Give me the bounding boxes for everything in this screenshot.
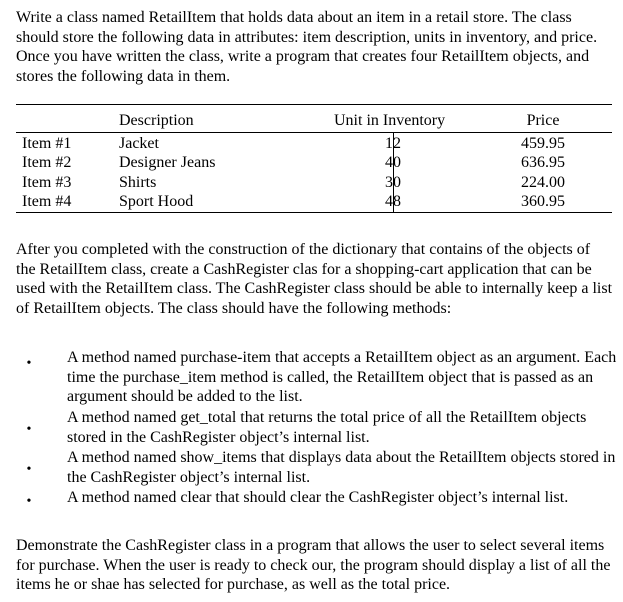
method-description: A method named purchase-item that accepts a RetailItem object as an argument. Each time the purchase_item method is called, the RetailItem object that is passed as an argument should be added to the list. [67,349,617,406]
row-item-label: Item #2 [22,154,72,171]
header-price: Price [526,112,560,129]
row-units: 48 [385,193,401,210]
method-description: A method named show_items that displays data about the RetailItem objects stored in the CashRegister object’s internal list. [67,449,616,486]
method-description: A method named clear that should clear the CashRegister object’s internal list. [67,489,569,506]
table-top-rule [16,104,612,105]
table-bottom-rule [16,212,612,213]
row-description: Jacket [119,135,159,152]
row-item-label: Item #1 [22,135,72,152]
header-units: Unit in Inventory [334,112,446,129]
bullet-icon: • [26,494,32,509]
cashregister-paragraph: After you completed with the construction of the dictionary that contains of the objects of the RetailItem class, create a CashRegister clas for a shopping-cart application that can be used with the RetailItem class. The CashRegister class should be able to internally keep a list of RetailItem objects. The class should have the following methods: [16,241,613,317]
method-description: A method named get_total that returns the total price of all the RetailItem objects stored in the CashRegister object’s internal list. [67,409,587,446]
row-description: Sport Hood [119,193,194,210]
row-description: Designer Jeans [119,154,216,171]
closing-paragraph: Demonstrate the CashRegister class in a program that allows the user to select several items for purchase. When the user is ready to check our, the program should display a list of all the items he or shae has selected for purchase, as well as the total price. [16,537,611,594]
row-price: 636.95 [521,154,565,171]
bullet-icon: • [26,356,32,371]
table-header-rule [16,132,612,133]
bullet-icon: • [26,462,32,477]
row-units: 12 [385,135,401,152]
row-item-label: Item #4 [22,193,72,210]
row-description: Shirts [119,174,157,191]
row-units: 30 [385,174,401,191]
header-description: Description [119,112,194,129]
row-units: 40 [385,154,401,171]
row-price: 224.00 [521,174,565,191]
row-item-label: Item #3 [22,174,72,191]
intro-paragraph: Write a class named RetailItem that holds data about an item in a retail store. The class should store the following data in attributes: item description, units in inventory, and price. Once you have written the class, write a program that creates four RetailItem objects, and stores the following data in them. [16,9,598,85]
row-price: 459.95 [521,135,565,152]
bullet-icon: • [26,422,32,437]
row-price: 360.95 [521,193,565,210]
